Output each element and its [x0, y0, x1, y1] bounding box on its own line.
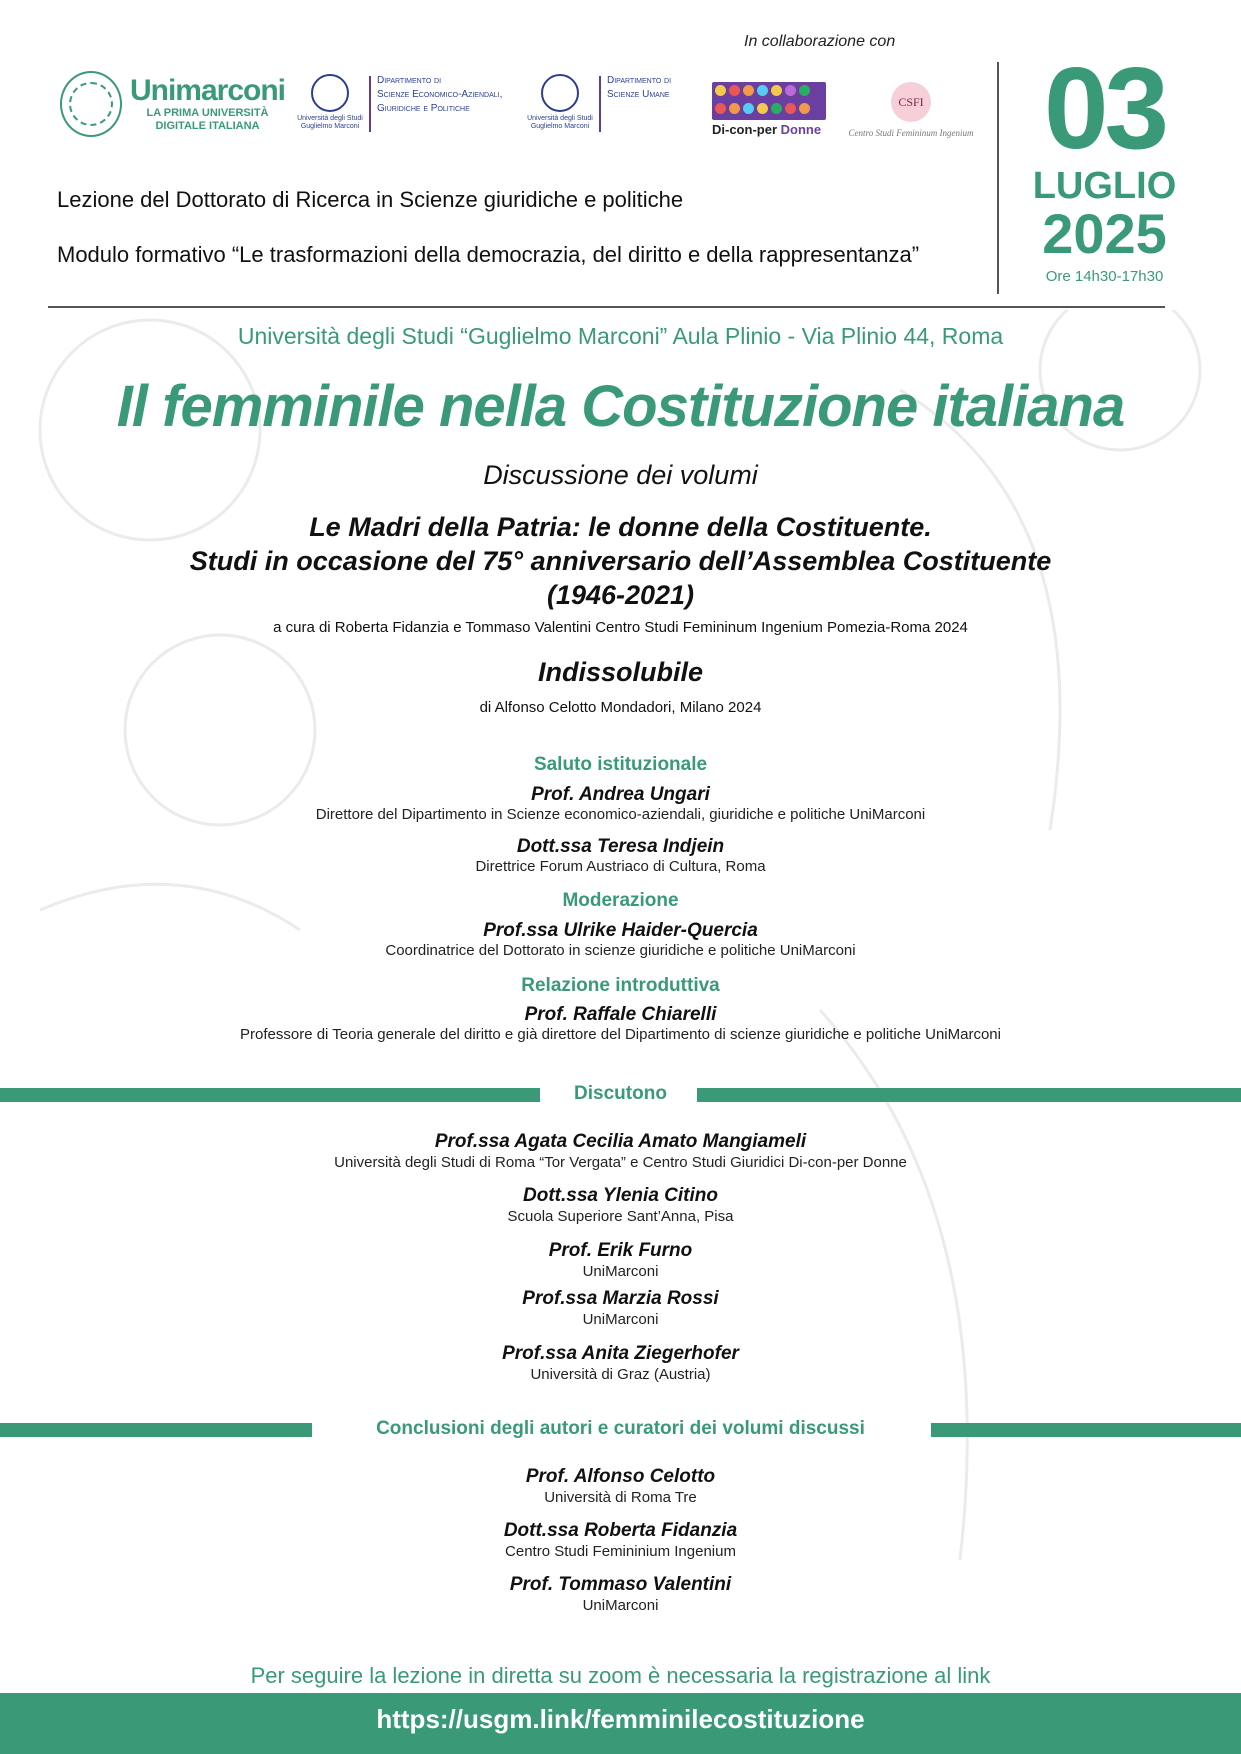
speaker-role: Direttrice Forum Austriaco di Cultura, Roma — [475, 858, 766, 875]
speaker-name: Dott.ssa Ylenia Citino — [523, 1185, 718, 1206]
event-title: Il femminile nella Costituzione italiana — [116, 374, 1125, 439]
venue: Università degli Studi “Guglielmo Marconi” Aula Plinio - Via Plinio 44, Roma — [237, 323, 1004, 349]
speaker-name: Prof.ssa Agata Cecilia Amato Mangiameli — [434, 1131, 807, 1152]
seal-caption: Università degli Studi Guglielmo Marconi — [297, 115, 363, 130]
speaker-role: Coordinatrice del Dottorato in scienze giuridiche e politiche UniMarconi — [385, 942, 856, 959]
book1-curators: a cura di Roberta Fidanzia e Tommaso Valentini Centro Studi Femininum Ingenium Pomezia-Roma 2024 — [273, 619, 968, 636]
unimarconi-logo — [60, 70, 285, 138]
seal-caption: Università degli Studi Guglielmo Marconi — [527, 115, 593, 130]
di-con-per-donne-logo — [712, 82, 830, 140]
unimarconi-name: Unimarconi — [129, 74, 285, 107]
csfi-logo — [846, 82, 976, 138]
speaker-name: Dott.ssa Roberta Fidanzia — [503, 1520, 738, 1541]
department-economic-legal-logo — [295, 74, 502, 134]
book2-title: Indissolubile — [537, 657, 704, 687]
speaker-name: Prof.ssa Ulrike Haider-Quercia — [483, 920, 758, 941]
department-name: Dipartimento di Scienze Economico-Aziendali, Giuridiche e Politiche — [377, 75, 503, 114]
intro-section-label: Relazione introduttiva — [521, 975, 720, 996]
lesson-title: Lezione del Dottorato di Ricerca in Scienze giuridiche e politiche — [57, 187, 684, 212]
module-title: Modulo formativo “Le trasformazioni della democrazia, del diritto e della rappresentanza” — [57, 242, 920, 267]
speaker-name: Prof. Alfonso Celotto — [525, 1466, 716, 1487]
speaker-name: Prof.ssa Marzia Rossi — [522, 1288, 719, 1309]
speaker-role: Professore di Teoria generale del diritto e già direttore del Dipartimento di scienze giuridiche e politiche UniMarconi — [240, 1026, 1001, 1043]
speaker-role: Scuola Superiore Sant’Anna, Pisa — [507, 1208, 734, 1225]
speaker-role: Università di Roma Tre — [544, 1489, 697, 1506]
speaker-role: UniMarconi — [582, 1311, 659, 1328]
university-seal-icon — [311, 74, 349, 112]
speaker-role: Università di Graz (Austria) — [530, 1366, 711, 1383]
speaker-name: Prof. Andrea Ungari — [531, 784, 710, 805]
unimarconi-tagline-1: LA PRIMA UNIVERSITÀ — [146, 107, 269, 119]
csfi-mark: CSFI — [891, 82, 931, 122]
vertical-divider — [997, 62, 999, 294]
faces-grid-icon — [712, 82, 826, 120]
moderation-section-label: Moderazione — [562, 890, 679, 911]
discussants-section-label: Discutono — [574, 1083, 667, 1104]
speaker-role: UniMarconi — [582, 1263, 659, 1280]
header-divider — [48, 306, 1165, 308]
speaker-role: Centro Studi Femininium Ingenium — [505, 1543, 736, 1560]
speaker-role: UniMarconi — [582, 1597, 659, 1614]
registration-link[interactable]: https://usgm.link/femminilecostituzione — [376, 1704, 865, 1734]
speaker-name: Dott.ssa Teresa Indjein — [516, 836, 725, 857]
discussion-label: Discussione dei volumi — [483, 460, 758, 490]
collaboration-label: In collaborazione con — [744, 33, 896, 50]
date-year: 2025 — [1042, 202, 1167, 265]
speaker-name: Prof. Raffale Chiarelli — [524, 1004, 717, 1025]
book1-title: Le Madri della Patria: le donne della Costituente. Studi in occasione del 75° anniversario dell’Assemblea Costituente (1946-2021) — [189, 512, 1052, 610]
unimarconi-tagline-2: DIGITALE ITALIANA — [155, 120, 260, 132]
department-human-sciences-logo — [525, 74, 671, 134]
date-month: LUGLIO — [1032, 165, 1177, 207]
di-con-per-donne-label: Di-con-per Donne — [712, 122, 822, 137]
speaker-name: Prof. Erik Furno — [548, 1240, 693, 1261]
registration-text: Per seguire la lezione in diretta su zoom è necessaria la registrazione al link — [250, 1663, 991, 1688]
speaker-role: Direttore del Dipartimento in Scienze economico-aziendali, giuridiche e politiche UniMarconi — [315, 806, 926, 823]
laurel-emblem-icon — [60, 71, 122, 137]
university-seal-icon — [541, 74, 579, 112]
csfi-caption: Centro Studi Femininum Ingenium — [848, 128, 974, 138]
speaker-name: Prof.ssa Anita Ziegerhofer — [502, 1343, 739, 1364]
speaker-name: Prof. Tommaso Valentini — [509, 1574, 732, 1595]
greeting-section-label: Saluto istituzionale — [533, 754, 708, 775]
date-day: 03 — [1043, 43, 1166, 173]
book2-author: di Alfonso Celotto Mondadori, Milano 2024 — [479, 699, 762, 716]
department-name: Dipartimento di Scienze Umane — [607, 75, 672, 100]
conclusions-section-label: Conclusioni degli autori e curatori dei volumi discussi — [376, 1418, 865, 1439]
speaker-role: Università degli Studi di Roma “Tor Vergata” e Centro Studi Giuridici Di-con-per Donne — [334, 1154, 907, 1171]
event-date — [1012, 43, 1197, 288]
event-time: Ore 14h30-17h30 — [1045, 268, 1164, 285]
